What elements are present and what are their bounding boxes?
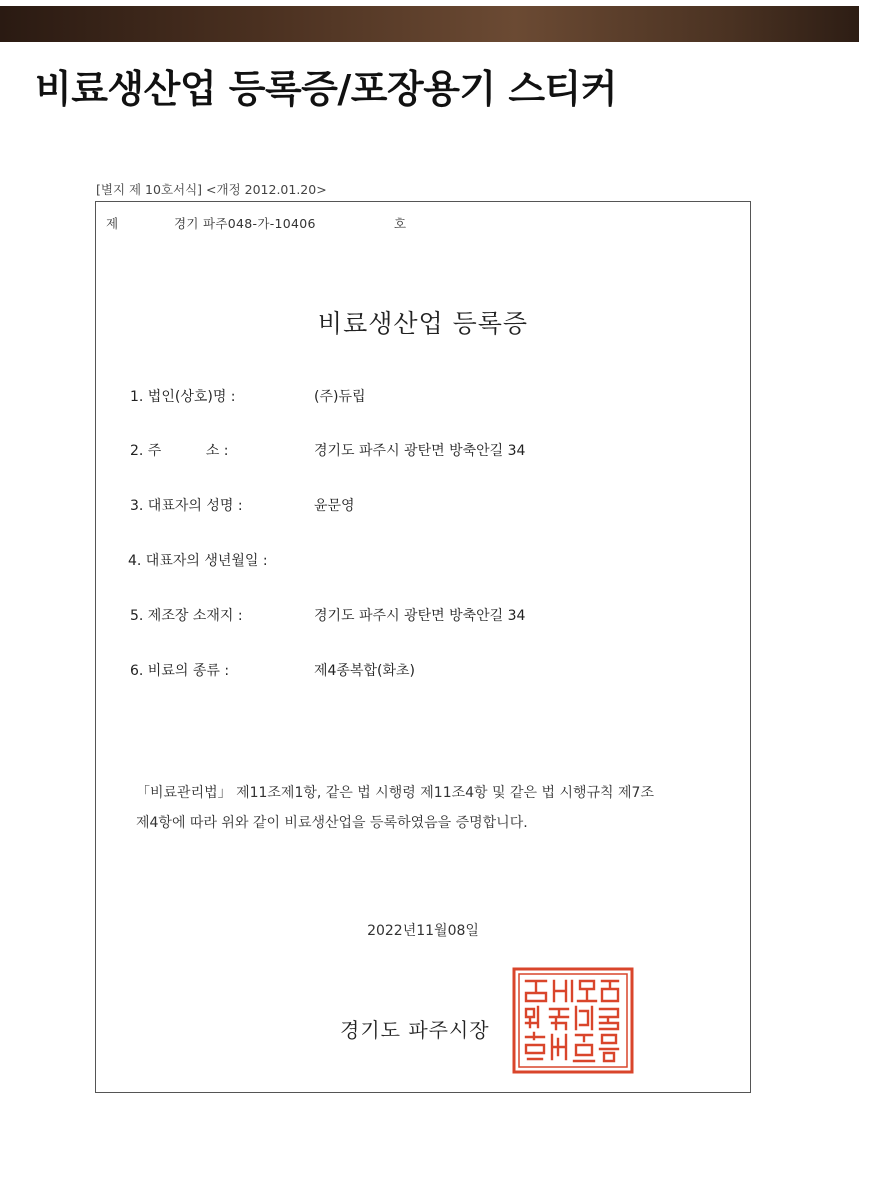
issuer-name: 경기도 파주시장 — [340, 1018, 490, 1042]
registration-prefix: 제 — [106, 216, 119, 231]
field-value: 경기도 파주시 광탄면 방축안길 34 — [314, 608, 526, 624]
statement-line-2: 제4항에 따라 위와 같이 비료생산업을 등록하였음을 증명합니다. — [136, 815, 528, 831]
form-note: [별지 제 10호서식] <개정 2012.01.20> — [96, 182, 327, 197]
statement-line-1: 「비료관리법」 제11조제1항, 같은 법 시행령 제11조4항 및 같은 법 시행규칙 제7조 — [136, 785, 654, 801]
field-value: 경기도 파주시 광탄면 방축안길 34 — [314, 443, 526, 459]
certification-statement — [136, 778, 736, 838]
field-label: 1. 법인(상호)명 : — [130, 389, 236, 405]
field-label: 4. 대표자의 생년월일 : — [128, 553, 268, 569]
field-label: 6. 비료의 종류 : — [130, 663, 230, 679]
certificate-document — [95, 201, 751, 1093]
field-value: 윤문영 — [314, 498, 355, 514]
official-seal-icon — [512, 967, 634, 1074]
page-heading: 비료생산업 등록증/포장용기 스티커 — [35, 67, 617, 111]
top-banner — [0, 6, 859, 42]
certificate-title: 비료생산업 등록증 — [317, 309, 529, 338]
registration-suffix: 호 — [394, 216, 407, 231]
issue-date: 2022년11월08일 — [367, 923, 479, 939]
field-label: 5. 제조장 소재지 : — [130, 608, 243, 624]
field-label: 3. 대표자의 성명 : — [130, 498, 243, 514]
field-label: 2. 주 소 : — [130, 443, 229, 459]
field-value: (주)듀립 — [314, 389, 366, 405]
registration-number: 경기 파주048-가-10406 — [174, 216, 316, 231]
field-value: 제4종복합(화초) — [314, 663, 415, 679]
